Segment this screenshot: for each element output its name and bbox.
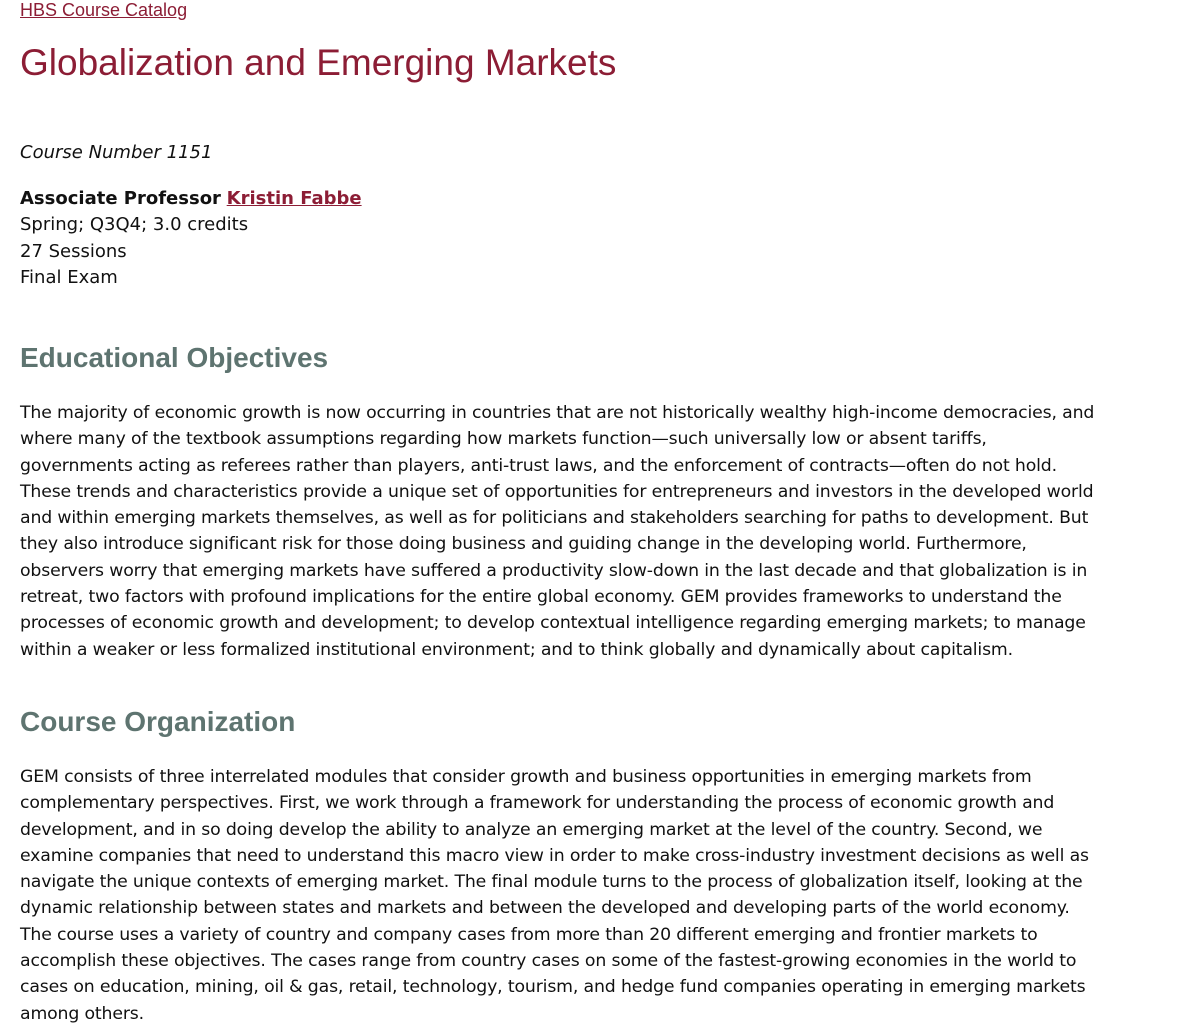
course-term: Spring; Q3Q4; 3.0 credits xyxy=(20,214,249,236)
instructor-link[interactable]: Kristin Fabbe xyxy=(226,188,362,209)
breadcrumb-link-course-catalog[interactable]: HBS Course Catalog xyxy=(20,0,188,20)
section-heading-educational-objectives: Educational Objectives xyxy=(20,342,329,373)
page-title: Globalization and Emerging Markets xyxy=(20,42,617,83)
course-number: Course Number 1151 xyxy=(20,142,213,163)
course-exam: Final Exam xyxy=(20,266,118,288)
course-meta xyxy=(20,186,362,291)
course-sessions: 27 Sessions xyxy=(20,240,127,262)
educational-objectives-text: The majority of economic growth is now occurring in countries that are not historically wealthy high-income democracies, and where many of the textbook assumptions regarding how markets function—such universally low or absent tariffs, governments acting as referees rather than players, anti-trust laws, and the enforcement of contracts—often do not hold. These trends and characteristics provide a unique set of opportunities for entrepreneurs and investors in the developed world and within emerging markets themselves, as well as for politicians and stakeholders searching for paths to development. But they also introduce significant risk for those doing business and guiding change in the developing world. Furthermore, observers worry that emerging markets have suffered a productivity slow-down in the last decade and that globalization is in retreat, two factors with profound implications for the entire global economy. GEM provides frameworks to understand the processes of economic growth and development; to develop contextual intelligence regarding emerging markets; to manage within a weaker or less formalized institutional environment; and to think globally and dynamically about capitalism. xyxy=(20,403,1095,660)
section-heading-course-organization: Course Organization xyxy=(20,706,296,737)
course-organization-text: GEM consists of three interrelated modules that consider growth and business opportunities in emerging markets from complementary perspectives. First, we work through a framework for understanding the process of economic growth and development, and in so doing develop the ability to analyze an emerging market at the level of the country. Second, we examine companies that need to understand this macro view in order to make cross-industry investment decisions as well as navigate the unique contexts of emerging market. The final module turns to the process of globalization itself, looking at the dynamic relationship between states and markets and between the developed and developing parts of the world economy. The course uses a variety of country and company cases from more than 20 different emerging and frontier markets to accomplish these objectives. The cases range from country cases on some of the fastest-growing economies in the world to cases on education, mining, oil & gas, retail, technology, tourism, and hedge fund companies operating in emerging markets among others. xyxy=(20,767,1089,1024)
instructor-line xyxy=(20,186,362,212)
instructor-role: Associate Professor xyxy=(20,188,221,209)
